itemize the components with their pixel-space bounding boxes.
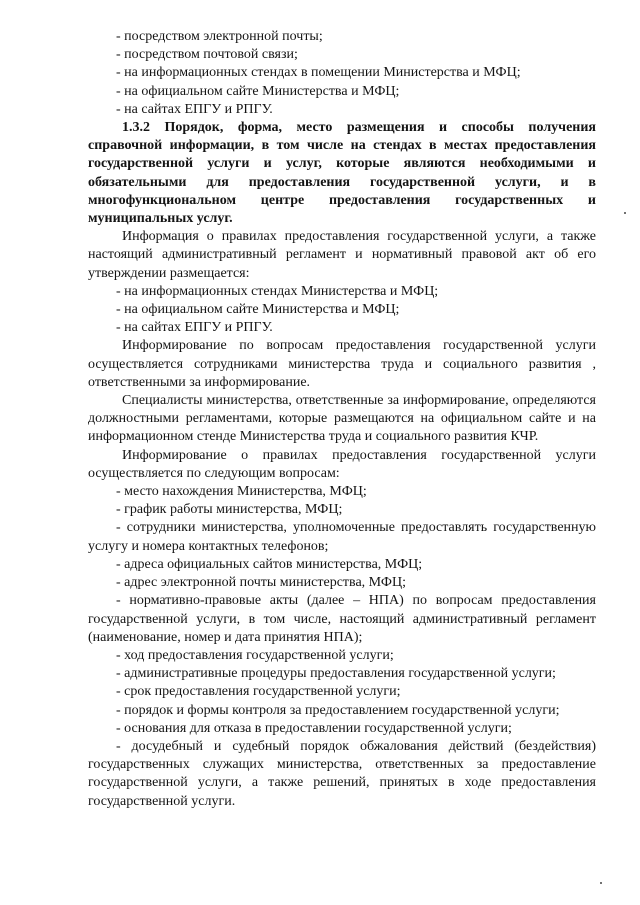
paragraph-info: Информация о правилах предоставления государственной услуги, а также настоящий административный регламент и нормативный правовой акт об его утверждении размещается: <box>88 229 596 281</box>
list-item: - сотрудники министерства, уполномоченные предоставлять государственную услугу и номера контактных телефонов; <box>88 520 596 554</box>
section-heading: 1.3.2 Порядок, форма, место размещения и способы получения справочной информации, в том числе на стендах в местах предоставления государственной услуги и услуг, которые являются необходимыми и обязательными для предоставления государственной услуги, и в многофункциональном центре предоставления государственных и муниципальных услуг. <box>88 120 596 227</box>
list-item: - на информационных стендах Министерства и МФЦ; <box>116 283 439 299</box>
list-item: - на сайтах ЕПГУ и РПГУ. <box>116 320 273 336</box>
document-page <box>88 28 596 811</box>
list-item: - основания для отказа в предоставлении государственной услуги; <box>116 720 512 736</box>
list-item: - посредством электронной почты; <box>116 29 323 44</box>
list-item: - срок предоставления государственной услуги; <box>116 684 401 700</box>
list-item: - досудебный и судебный порядок обжалования действий (бездействия) государственных служащих министерства, ответственных за предоставление государственной услуги, а также решений, принятых в ходе предоставления государственной услуги. <box>88 738 596 809</box>
list-item: - адреса официальных сайтов министерства, МФЦ; <box>116 556 423 572</box>
list-item: - на официальном сайте Министерства и МФЦ; <box>116 83 400 99</box>
list-item: - адрес электронной почты министерства, МФЦ; <box>116 575 406 591</box>
list-item: - административные процедуры предоставления государственной услуги; <box>116 666 556 682</box>
paragraph-staff: Информирование по вопросам предоставления государственной услуги осуществляется сотрудниками министерства труда и социального развития , ответственными за информирование. <box>88 338 596 390</box>
list-item: - график работы министерства, МФЦ; <box>116 502 343 518</box>
list-item: - на информационных стендах в помещении Министерства и МФЦ; <box>116 65 521 81</box>
scan-speck <box>624 212 626 214</box>
list-item: - на официальном сайте Министерства и МФЦ; <box>116 302 400 318</box>
list-item: - на сайтах ЕПГУ и РПГУ. <box>116 101 273 117</box>
list-item: - нормативно-правовые акты (далее – НПА) по вопросам предоставления государственной услуги, в том числе, настоящий административный регламент (наименование, номер и дата принятия НПА); <box>88 593 596 645</box>
list-item: - посредством почтовой связи; <box>116 47 298 63</box>
list-item: - ход предоставления государственной услуги; <box>116 647 394 663</box>
paragraph-specialists: Специалисты министерства, ответственные за информирование, определяются должностными регламентами, которые размещаются на официальном сайте и на информационном стенде Министерства труда и социального развития КЧР. <box>88 393 596 445</box>
list-item: - место нахождения Министерства, МФЦ; <box>116 484 367 500</box>
scan-speck <box>600 882 602 884</box>
paragraph-questions: Информирование о правилах предоставления государственной услуги осуществляется по следующим вопросам: <box>88 447 596 481</box>
list-item: - порядок и формы контроля за предоставлением государственной услуги; <box>116 702 560 718</box>
